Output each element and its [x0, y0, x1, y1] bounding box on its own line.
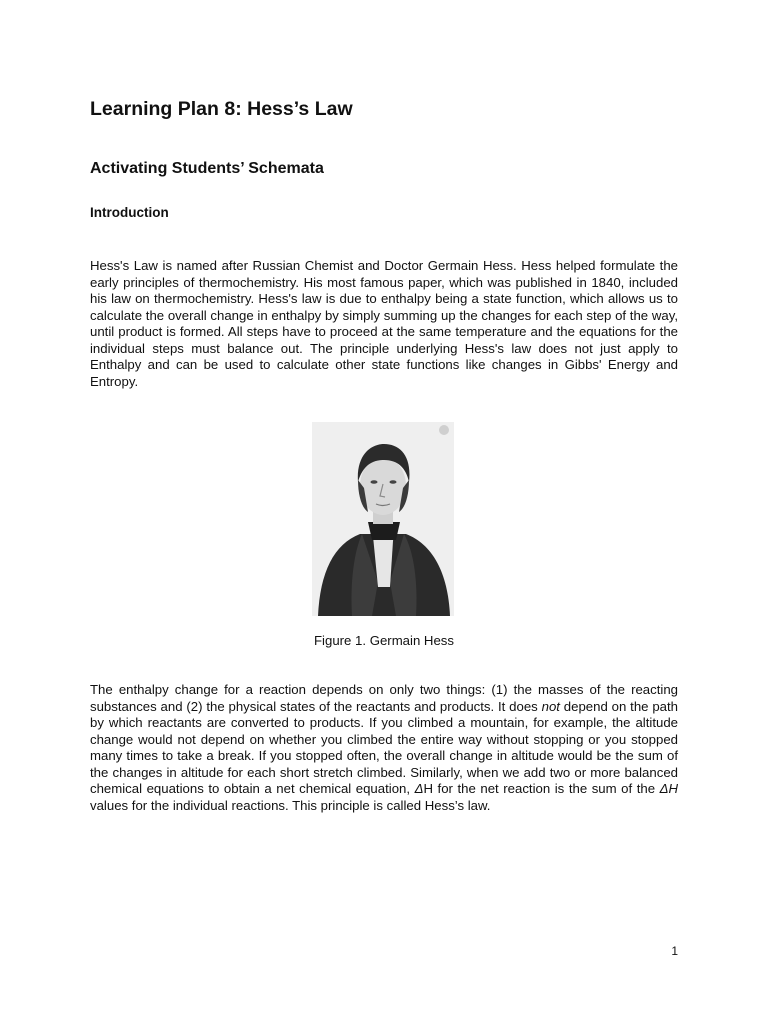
body-paragraph: [90, 682, 678, 814]
page-number: 1: [671, 944, 678, 958]
delta-h-symbol: ΔH: [659, 781, 679, 796]
emphasis-not: not: [541, 698, 560, 714]
delta-symbol: Δ: [414, 781, 424, 796]
section-heading: Activating Students’ Schemata: [90, 160, 324, 177]
document-title: Learning Plan 8: Hess’s Law: [90, 98, 353, 120]
body-text: depend on the path by which reactants are converted to products. If you climbed a mountain, for example, the altitude change would not depend on whether you climbed the entire way without stopping or you stopped many times to take a break. If you stopped often, the overall change in altitude would be the sum of the changes in altitude for each short stretch climbed. Similarly, when we add two or more balanced chemical equations to obtain a net chemical equation,: [90, 698, 678, 796]
body-text: values for the individual reactions. This principle is called Hess’s law.: [90, 797, 491, 813]
body-text: H for the net reaction is the sum of the: [423, 781, 660, 796]
portrait-image: [312, 422, 454, 616]
subsection-heading: Introduction: [90, 205, 169, 220]
figure-caption: Figure 1. Germain Hess: [314, 633, 454, 648]
body-text: The enthalpy change for a reaction depends on only two things: (1) the masses of the reacting substances and (2) the physical states of the reactants and products. It does: [90, 682, 678, 714]
intro-paragraph: Hess's Law is named after Russian Chemist and Doctor Germain Hess. Hess helped formulate the early principles of thermochemistry. His most famous paper, which was published in 1840, included his law on thermochemistry. Hess's law is due to enthalpy being a state function, which allows us to calculate the overall change in enthalpy by simply summing up the changes for each step of the way, until product is formed. All steps have to proceed at the same temperature and the equations for the individual steps must balance out. The principle underlying Hess's law does not just apply to Enthalpy and can be used to calculate other state functions like changes in Gibbs' Energy and Entropy.: [90, 258, 678, 389]
